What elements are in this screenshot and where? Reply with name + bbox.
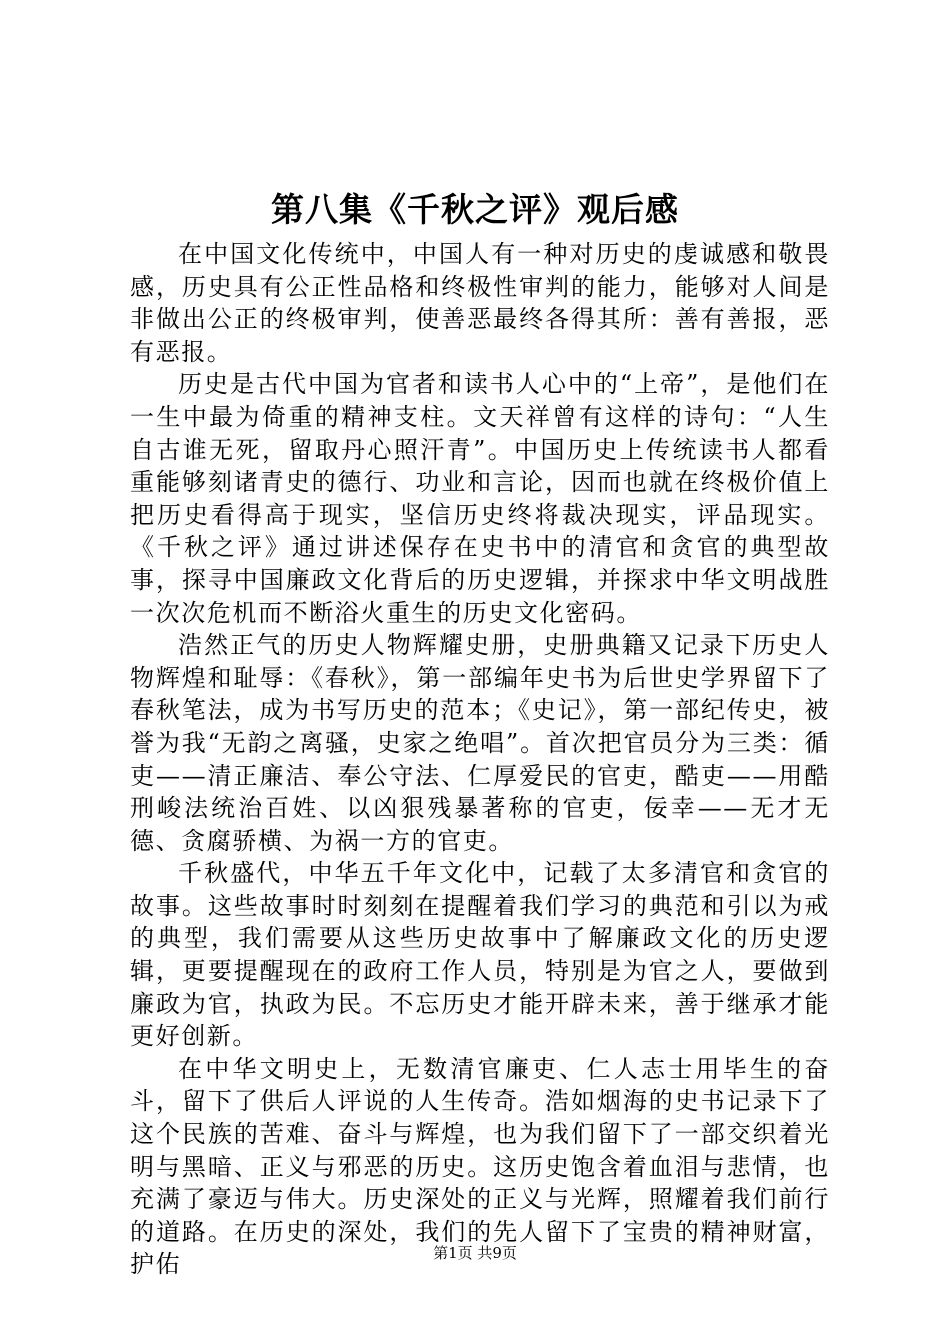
page-footer: 第1页 共9页	[433, 1244, 517, 1262]
document-title: 第八集《千秋之评》观后感	[271, 190, 679, 229]
paragraph-2: 历史是古代中国为官者和读书人心中的“上帝”，是他们在一生中最为倚重的精神支柱。文天祥曾有这样的诗句：“人生自古谁无死，留取丹心照汗青”。中国历史上传统读书人都看重能够刻诸青史的德行、功业和言论，因而也就在终极价值上把历史看得高于现实，坚信历史终将裁决现实，评品现实。《千秋之评》通过讲述保存在史书中的清官和贪官的典型故事，探寻中国廉政文化背后的历史逻辑，并探求中华文明战胜一次次危机而不断浴火重生的历史文化密码。	[130, 370, 830, 627]
paragraph-4: 千秋盛代，中华五千年文化中，记载了太多清官和贪官的故事。这些故事时时刻刻在提醒着我们学习的典范和引以为戒的典型，我们需要从这些历史故事中了解廉政文化的历史逻辑，更要提醒现在的政府工作人员，特别是为官之人，要做到廉政为官，执政为民。不忘历史才能开辟未来，善于继承才能更好创新。	[130, 859, 830, 1051]
paragraph-1: 在中国文化传统中，中国人有一种对历史的虔诚感和敬畏感，历史具有公正性品格和终极性审判的能力，能够对人间是非做出公正的终极审判，使善恶最终各得其所：善有善报，恶有恶报。	[130, 240, 830, 366]
paragraph-3: 浩然正气的历史人物辉耀史册，史册典籍又记录下历史人物辉煌和耻辱：《春秋》，第一部编年史书为后世史学界留下了春秋笔法，成为书写历史的范本；《史记》，第一部纪传史，被誉为我“无韵之离骚，史家之绝唱”。首次把官员分为三类：循吏——清正廉洁、奉公守法、仁厚爱民的官吏，酷吏——用酷刑峻法统治百姓、以凶狠残暴著称的官吏，佞幸——无才无德、贪腐骄横、为祸一方的官吏。	[130, 631, 830, 855]
paragraph-5: 在中华文明史上，无数清官廉吏、仁人志士用毕生的奋斗，留下了供后人评说的人生传奇。浩如烟海的史书记录下了这个民族的苦难、奋斗与辉煌，也为我们留下了一部交织着光明与黑暗、正义与邪恶的历史。这历史饱含着血泪与悲情，也充满了豪迈与伟大。历史深处的正义与光辉，照耀着我们前行的道路。在历史的深处，我们的先人留下了宝贵的精神财富，护佑	[130, 1054, 830, 1279]
document-body	[130, 238, 830, 1281]
